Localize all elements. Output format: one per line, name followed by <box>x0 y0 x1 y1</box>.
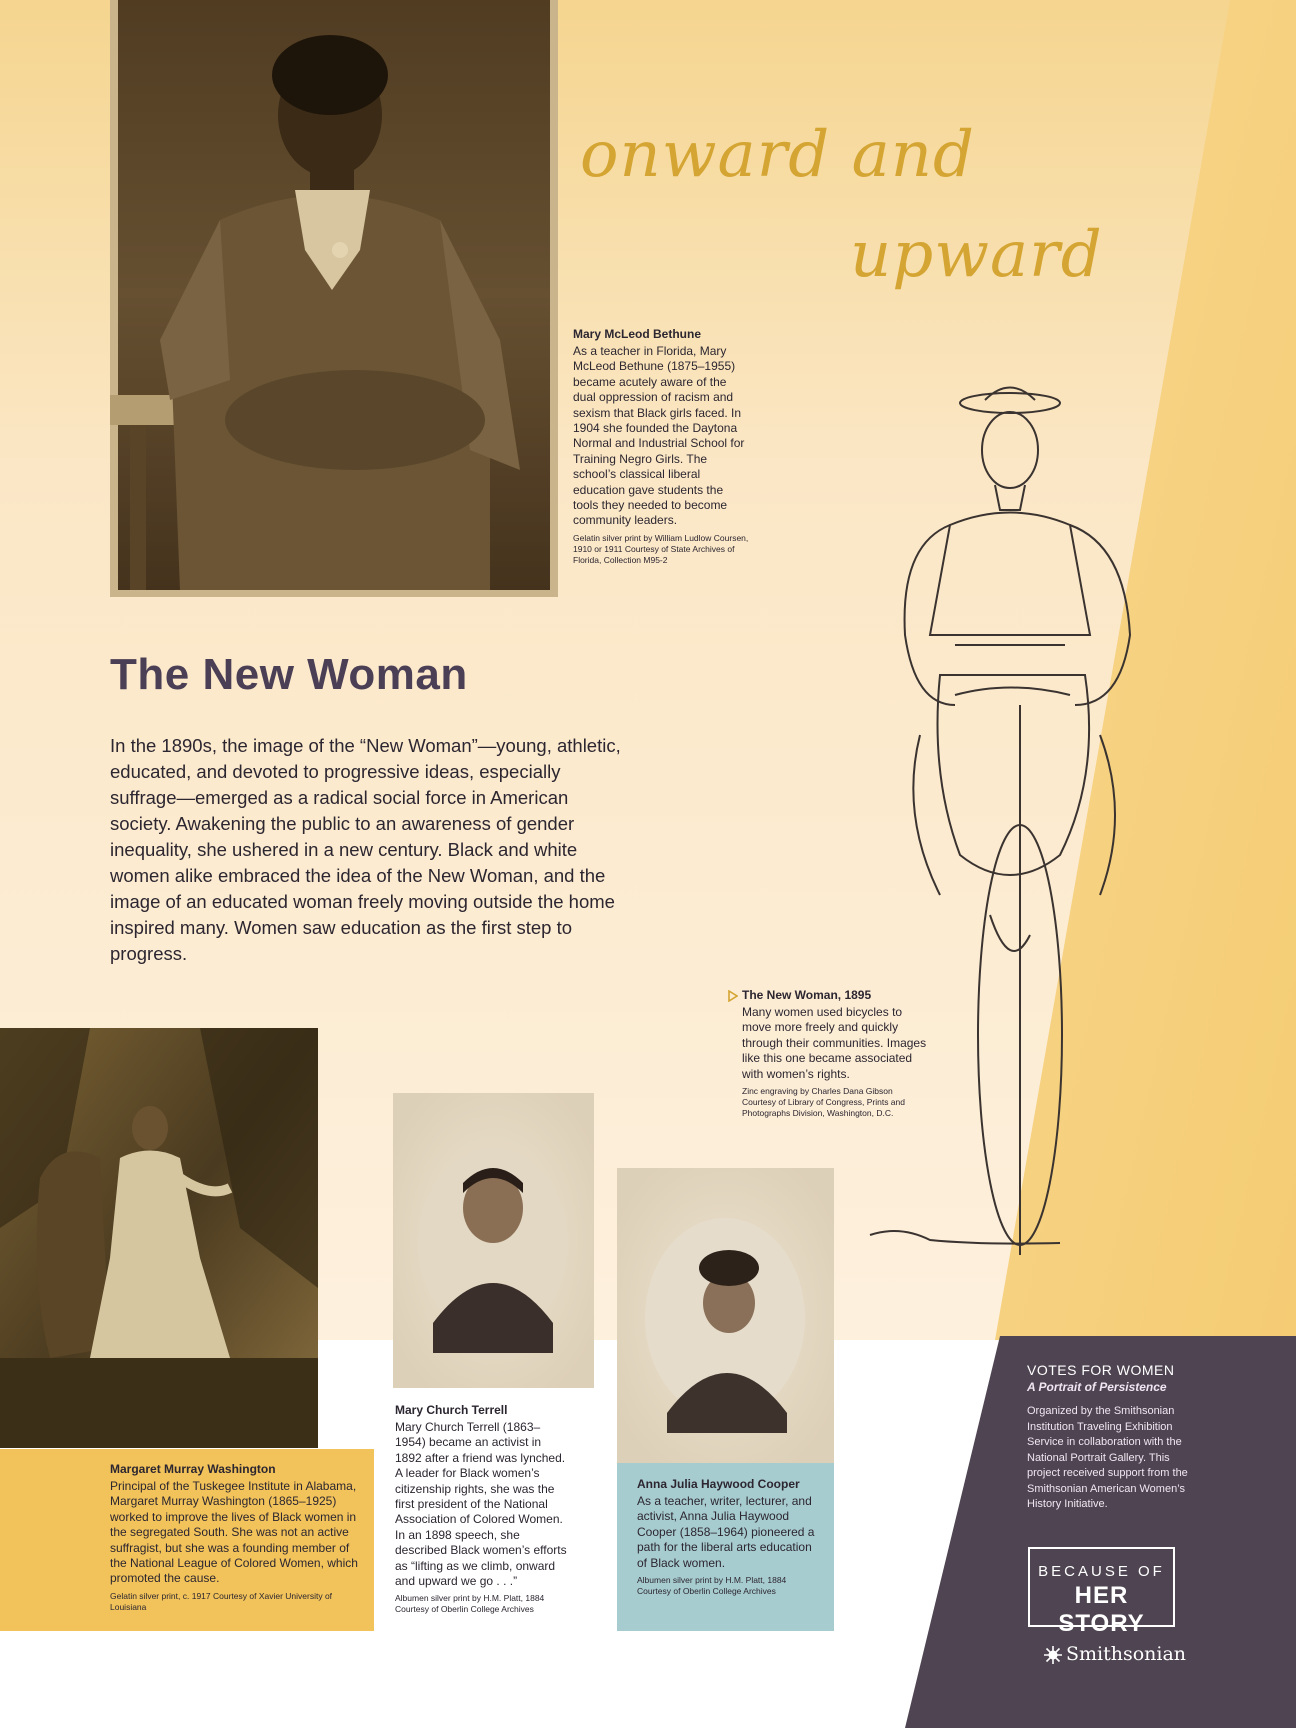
washington-photo <box>0 1028 318 1448</box>
terrell-caption-title: Mary Church Terrell <box>395 1403 508 1417</box>
new-woman-caption-body: Many women used bicycles to move more freely and quickly through their communities. Images like this one became associated with women’s rights. <box>742 1005 927 1081</box>
exhibition-body: Organized by the Smithsonian Institution Traveling Exhibition Service in collaboration with the National Portrait Gallery. This project received support from the Smithsonian American Women’s History Initiative. <box>1027 1405 1188 1510</box>
smithsonian-sun-icon <box>1043 1645 1063 1665</box>
cooper-caption-title: Anna Julia Haywood Cooper <box>637 1477 800 1491</box>
new-woman-bicycle-illustration <box>860 375 1190 1275</box>
terrell-caption-credit: Albumen silver print by H.M. Platt, 1884 Courtesy of Oberlin College Archives <box>395 1593 545 1615</box>
washington-caption-title: Margaret Murray Washington <box>110 1462 276 1476</box>
smithsonian-wordmark: Smithsonian <box>1066 1643 1187 1665</box>
cooper-caption <box>637 1477 821 1597</box>
washington-caption-body: Principal of the Tuskegee Institute in Alabama, Margaret Murray Washington (1865–1925) worked to improve the lives of Black women in the segregated South. She was not an active suffragist, but she was a founding member of the National League of Colored Women, which promoted the cause. <box>110 1479 358 1586</box>
cooper-caption-credit: Albumen silver print by H.M. Platt, 1884 Courtesy of Oberlin College Archives <box>637 1575 787 1597</box>
headline-line-2: upward <box>850 218 1103 292</box>
headline-line-1: onward and <box>580 118 975 192</box>
terrell-caption <box>395 1403 567 1615</box>
logo-line-2: HER STORY <box>1058 1582 1145 1637</box>
new-woman-caption-credit: Zinc engraving by Charles Dana Gibson Courtesy of Library of Congress, Prints and Photographs Division, Washington, D.C. <box>742 1086 905 1119</box>
bethune-caption-body: As a teacher in Florida, Mary McLeod Bethune (1875–1955) became acutely aware of the dual oppression of racism and sexism that Black girls faced. In 1904 she founded the Daytona Normal and Industrial School for Training Negro Girls. The school’s classical liberal education gave students the tools they needed to become community leaders. <box>573 344 745 528</box>
terrell-caption-body: Mary Church Terrell (1863–1954) became an activist in 1892 after a friend was lynched. A leader for Black women’s citizenship rights, she was the first president of the National Association of Colored Women. In an 1898 speech, she described Black women’s efforts as “lifting as we climb, onward and upward we go . . .” <box>395 1420 567 1589</box>
because-of-her-story-logo <box>1028 1547 1175 1637</box>
cooper-photo <box>617 1168 834 1463</box>
intro-paragraph: In the 1890s, the image of the “New Woman”—young, athletic, educated, and devoted to progressive ideas, especially suffrage—emerged as a radical social force in American society. Awakening the public to an awareness of gender inequality, she ushered in a new century. Black and white women alike embraced the idea of the New Woman, and the image of an educated woman freely moving outside the home inspired many. Women saw education as the first step to progress. <box>110 735 621 964</box>
cooper-caption-body: As a teacher, writer, lecturer, and activist, Anna Julia Haywood Cooper (1858–1964) pioneered a path for the liberal arts education of Black women. <box>637 1494 815 1570</box>
bethune-photo <box>110 0 558 597</box>
terrell-photo <box>393 1093 594 1388</box>
section-title: The New Woman <box>110 650 468 699</box>
bethune-caption-credit: Gelatin silver print by William Ludlow Coursen, 1910 or 1911 Courtesy of State Archives of Florida, Collection M95-2 <box>573 532 749 565</box>
exhibition-title: VOTES FOR WOMEN <box>1027 1362 1175 1378</box>
exhibition-subtitle: A Portrait of Persistence <box>1027 1380 1167 1394</box>
logo-line-1: BECAUSE OF <box>1038 1563 1165 1580</box>
triangle-pointer-icon <box>728 990 738 1002</box>
washington-caption-credit: Gelatin silver print, c. 1917 Courtesy of Xavier University of Louisiana <box>110 1590 333 1612</box>
new-woman-caption-title: The New Woman, 1895 <box>742 988 872 1002</box>
bethune-caption-title: Mary McLeod Bethune <box>573 327 702 341</box>
new-woman-caption <box>742 988 927 1119</box>
exhibition-credits <box>1027 1362 1202 1513</box>
washington-caption <box>110 1462 364 1613</box>
bethune-caption <box>573 327 751 566</box>
